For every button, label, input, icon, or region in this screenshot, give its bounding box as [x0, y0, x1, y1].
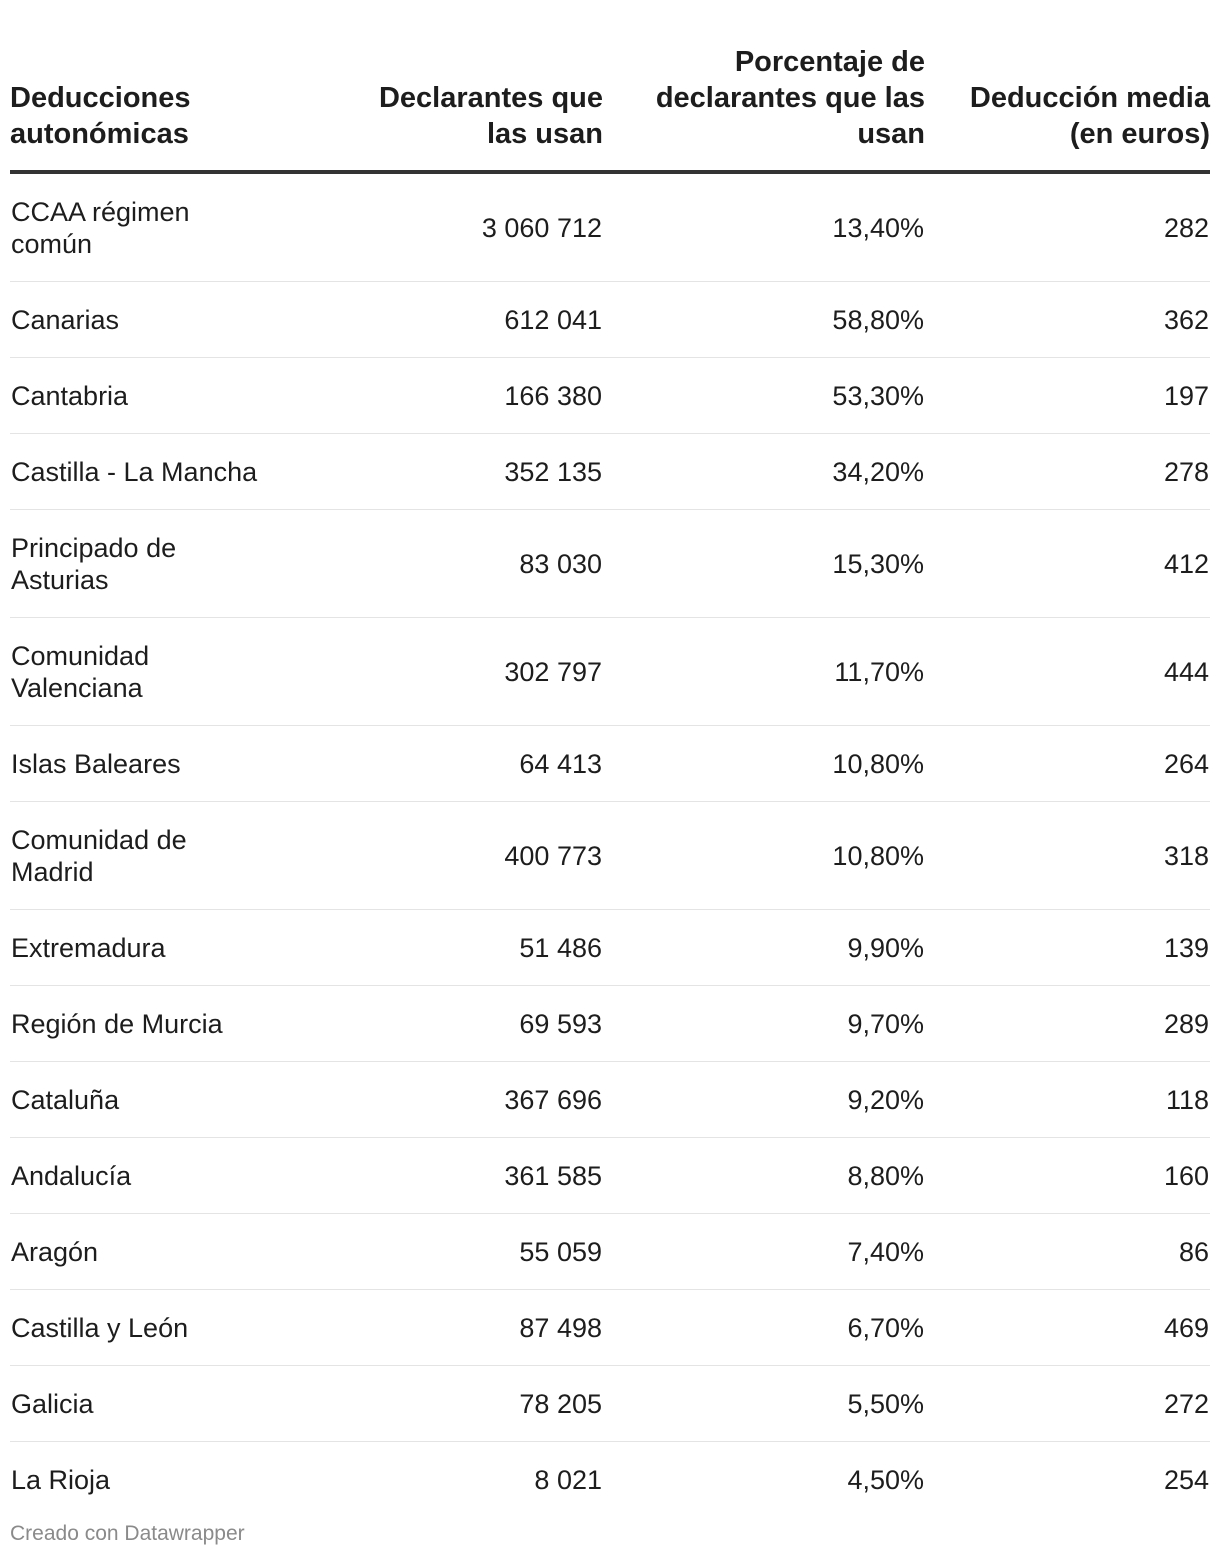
- cell-declarantes: 3 060 712: [340, 172, 603, 282]
- cell-media: 254: [1163, 1464, 1209, 1495]
- region-label: Cataluña: [11, 1084, 120, 1115]
- cell-region: [10, 434, 340, 510]
- cell-declarantes: 302 797: [340, 618, 603, 726]
- region-label: Castilla y León: [11, 1312, 189, 1343]
- cell-region: [10, 510, 340, 618]
- cell-porcentaje: 7,40%: [603, 1214, 925, 1290]
- column-header-porcentaje[interactable]: Porcentaje de declarantes que las usan: [603, 44, 925, 172]
- cell-media: 197: [925, 358, 1210, 434]
- cell-porcentaje: 13,40%: [603, 172, 925, 282]
- cell-porcentaje: 5,50%: [603, 1366, 925, 1442]
- table-row: [10, 1138, 1210, 1214]
- cell-declarantes: 612 041: [340, 282, 603, 358]
- region-label: Principado de Asturias: [11, 532, 177, 595]
- cell-declarantes: 51 486: [340, 910, 603, 986]
- cell-declarantes: 361 585: [340, 1138, 603, 1214]
- cell-porcentaje: 53,30%: [603, 358, 925, 434]
- cell-declarantes: 166 380: [340, 358, 603, 434]
- region-label: Región de Murcia: [11, 1008, 223, 1039]
- table-row: [10, 510, 1210, 618]
- cell-porcentaje: 8,80%: [603, 1138, 925, 1214]
- region-label: Canarias: [11, 304, 120, 335]
- region-label: Cantabria: [11, 380, 129, 411]
- cell-region: [10, 1366, 340, 1442]
- cell-declarantes: 69 593: [340, 986, 603, 1062]
- cell-region: [10, 1062, 340, 1138]
- region-label: Comunidad de Madrid: [11, 824, 187, 887]
- cell-region: [10, 726, 340, 802]
- cell-porcentaje: 10,80%: [603, 726, 925, 802]
- cell-media: 272: [925, 1366, 1210, 1442]
- region-label: Andalucía: [11, 1160, 132, 1191]
- column-header-region[interactable]: Deducciones autonómicas: [10, 44, 340, 172]
- table-row: [10, 618, 1210, 726]
- cell-porcentaje: 9,20%: [603, 1062, 925, 1138]
- column-header-declarantes[interactable]: Declarantes que las usan: [340, 44, 603, 172]
- column-header-media[interactable]: Deducción media (en euros): [925, 44, 1210, 172]
- table-row: [10, 358, 1210, 434]
- cell-region: [10, 172, 340, 282]
- table-row: [10, 434, 1210, 510]
- cell-media: 278: [925, 434, 1210, 510]
- cell-media: 444: [925, 618, 1210, 726]
- datawrapper-credit: Creado con Datawrapper: [10, 1522, 245, 1545]
- cell-region: [10, 1214, 340, 1290]
- region-label: CCAA régimen común: [11, 196, 190, 259]
- cell-region: [10, 802, 340, 910]
- cell-media: 289: [925, 986, 1210, 1062]
- table-row: [10, 172, 1210, 282]
- cell-region: [10, 1290, 340, 1366]
- cell-declarantes: 55 059: [340, 1214, 603, 1290]
- cell-declarantes: 87 498: [340, 1290, 603, 1366]
- table-row: [10, 282, 1210, 358]
- cell-porcentaje: 9,70%: [603, 986, 925, 1062]
- cell-media: 469: [925, 1290, 1210, 1366]
- cell-porcentaje: 9,90%: [603, 910, 925, 986]
- cell-porcentaje: 58,80%: [603, 282, 925, 358]
- cell-media: 412: [925, 510, 1210, 618]
- cell-porcentaje: 15,30%: [603, 510, 925, 618]
- cell-region: [10, 1442, 340, 1518]
- region-label: Aragón: [11, 1236, 99, 1267]
- cell-porcentaje: 10,80%: [603, 802, 925, 910]
- cell-media: 282: [925, 172, 1210, 282]
- cell-region: [10, 618, 340, 726]
- cell-media: 160: [925, 1138, 1210, 1214]
- region-label: Islas Baleares: [11, 748, 181, 779]
- cell-porcentaje: 4,50%: [847, 1464, 924, 1495]
- region-label: Comunidad Valenciana: [11, 640, 150, 703]
- table-row: [10, 726, 1210, 802]
- cell-media: 118: [925, 1062, 1210, 1138]
- table-row: [10, 1062, 1210, 1138]
- cell-declarantes: 78 205: [340, 1366, 603, 1442]
- deducciones-table: [10, 44, 1210, 1517]
- cell-region: [10, 910, 340, 986]
- cell-media: 139: [925, 910, 1210, 986]
- table-body: [10, 172, 1210, 1517]
- region-label: Castilla - La Mancha: [11, 456, 258, 487]
- cell-region: [10, 358, 340, 434]
- table-row: [10, 1290, 1210, 1366]
- cell-declarantes: 400 773: [340, 802, 603, 910]
- cell-porcentaje: 34,20%: [603, 434, 925, 510]
- table-row: [10, 1442, 1210, 1518]
- cell-declarantes: 367 696: [340, 1062, 603, 1138]
- region-label: Galicia: [11, 1388, 94, 1419]
- table-row: [10, 802, 1210, 910]
- table-header-row: [10, 44, 1210, 172]
- table-row: [10, 986, 1210, 1062]
- cell-region: [10, 986, 340, 1062]
- cell-declarantes: 83 030: [340, 510, 603, 618]
- cell-declarantes: 8 021: [534, 1464, 602, 1495]
- cell-media: 86: [925, 1214, 1210, 1290]
- cell-porcentaje: 11,70%: [603, 618, 925, 726]
- region-label: Extremadura: [11, 932, 166, 963]
- cell-porcentaje: 6,70%: [603, 1290, 925, 1366]
- table-row: [10, 910, 1210, 986]
- cell-region: [10, 1138, 340, 1214]
- table-row: [10, 1214, 1210, 1290]
- cell-media: 318: [925, 802, 1210, 910]
- cell-declarantes: 352 135: [340, 434, 603, 510]
- cell-declarantes: 64 413: [340, 726, 603, 802]
- cell-media: 264: [925, 726, 1210, 802]
- data-table-container: [10, 44, 1210, 1517]
- region-label: La Rioja: [11, 1464, 111, 1495]
- cell-region: [10, 282, 340, 358]
- table-row: [10, 1366, 1210, 1442]
- cell-media: 362: [925, 282, 1210, 358]
